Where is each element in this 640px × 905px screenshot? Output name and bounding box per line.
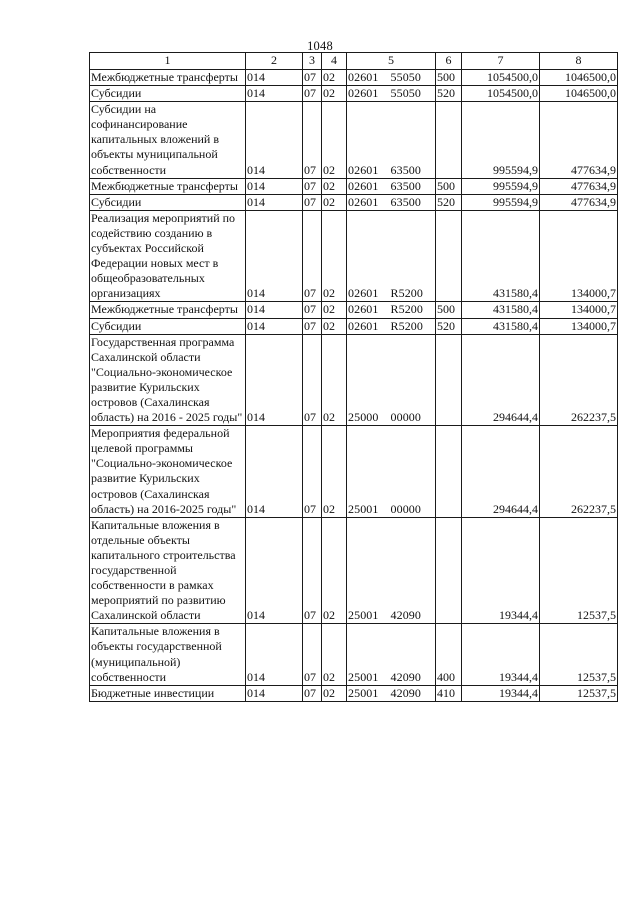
row-target-article xyxy=(347,86,436,102)
table-row xyxy=(90,685,618,701)
row-subsection-code: 02 xyxy=(322,178,347,194)
row-amount-col8: 12537,5 xyxy=(540,685,618,701)
row-ministry-code: 014 xyxy=(246,302,303,318)
row-expense-type: 400 xyxy=(436,624,462,685)
row-ministry-code: 014 xyxy=(246,210,303,302)
row-section-code: 07 xyxy=(303,426,322,518)
row-target-article xyxy=(347,624,436,685)
row-section-code: 07 xyxy=(303,318,322,334)
row-target-article-program: 02601 xyxy=(348,162,379,177)
column-header-1: 1 xyxy=(90,53,246,70)
row-amount-col7: 19344,4 xyxy=(462,517,540,624)
row-target-article-program: 02601 xyxy=(348,302,379,317)
column-header-4: 4 xyxy=(322,53,347,70)
row-section-code: 07 xyxy=(303,178,322,194)
row-subsection-code: 02 xyxy=(322,102,347,178)
row-expense-type xyxy=(436,102,462,178)
row-amount-col7: 431580,4 xyxy=(462,210,540,302)
row-target-article-program: 25001 xyxy=(348,501,379,516)
table-row xyxy=(90,624,618,685)
row-ministry-code: 014 xyxy=(246,334,303,426)
row-subsection-code: 02 xyxy=(322,334,347,426)
table-row xyxy=(90,517,618,624)
column-header-3: 3 xyxy=(303,53,322,70)
row-subsection-code: 02 xyxy=(322,685,347,701)
page-number: 1048 xyxy=(307,39,333,53)
table-row xyxy=(90,210,618,302)
row-section-code: 07 xyxy=(303,102,322,178)
row-amount-col8: 12537,5 xyxy=(540,624,618,685)
row-target-article-program: 02601 xyxy=(348,194,379,209)
row-target-article-direction: 00000 xyxy=(390,410,421,425)
row-target-article-direction: 42090 xyxy=(390,608,421,623)
row-name: Субсидии xyxy=(90,318,246,334)
row-amount-col7: 1054500,0 xyxy=(462,86,540,102)
row-subsection-code: 02 xyxy=(322,194,347,210)
row-target-article-direction: 42090 xyxy=(390,685,421,700)
row-expense-type: 520 xyxy=(436,194,462,210)
row-name: Межбюджетные трансферты xyxy=(90,302,246,318)
row-target-article xyxy=(347,426,436,518)
row-amount-col8: 262237,5 xyxy=(540,426,618,518)
row-target-article-program: 02601 xyxy=(348,70,379,84)
row-target-article xyxy=(347,685,436,701)
row-name: Межбюджетные трансферты xyxy=(90,178,246,194)
row-target-article-program: 02601 xyxy=(348,318,379,333)
row-section-code: 07 xyxy=(303,210,322,302)
table-row xyxy=(90,178,618,194)
row-expense-type: 520 xyxy=(436,318,462,334)
row-target-article-direction: 00000 xyxy=(390,501,421,516)
row-target-article xyxy=(347,318,436,334)
row-amount-col7: 294644,4 xyxy=(462,334,540,426)
row-target-article-direction: R5200 xyxy=(390,318,424,333)
row-subsection-code: 02 xyxy=(322,318,347,334)
row-amount-col7: 995594,9 xyxy=(462,194,540,210)
row-amount-col7: 995594,9 xyxy=(462,102,540,178)
row-target-article-direction: 63500 xyxy=(390,194,421,209)
row-section-code: 07 xyxy=(303,70,322,86)
row-amount-col7: 431580,4 xyxy=(462,302,540,318)
row-name: Государственная программа Сахалинской области "Социально-экономическое развитие Курильских островов (Сахалинская область) на 2016 - 2025 годы" xyxy=(90,334,246,426)
row-ministry-code: 014 xyxy=(246,102,303,178)
row-target-article-program: 02601 xyxy=(348,86,379,101)
row-subsection-code: 02 xyxy=(322,624,347,685)
row-amount-col8: 12537,5 xyxy=(540,517,618,624)
row-ministry-code: 014 xyxy=(246,194,303,210)
row-target-article-program: 02601 xyxy=(348,178,379,193)
row-section-code: 07 xyxy=(303,685,322,701)
table-row xyxy=(90,70,618,86)
row-expense-type: 500 xyxy=(436,302,462,318)
row-ministry-code: 014 xyxy=(246,517,303,624)
row-target-article-direction: 63500 xyxy=(390,162,421,177)
budget-table xyxy=(89,52,618,702)
row-amount-col7: 1054500,0 xyxy=(462,70,540,86)
row-amount-col7: 995594,9 xyxy=(462,178,540,194)
row-name: Капитальные вложения в отдельные объекты капитального строительства государственной собственности в рамках мероприятий по развитию Сахалинской области xyxy=(90,517,246,624)
row-amount-col7: 19344,4 xyxy=(462,624,540,685)
row-target-article xyxy=(347,302,436,318)
row-amount-col8: 1046500,0 xyxy=(540,70,618,86)
row-name: Субсидии на софинансирование капитальных вложений в объекты муниципальной собственности xyxy=(90,102,246,178)
row-name: Реализация мероприятий по содействию созданию в субъектах Российской Федерации новых мест в общеобразовательных организациях xyxy=(90,210,246,302)
table-row xyxy=(90,318,618,334)
row-amount-col8: 1046500,0 xyxy=(540,86,618,102)
row-target-article-direction: R5200 xyxy=(390,302,424,317)
table-row xyxy=(90,194,618,210)
row-target-article-direction: 63500 xyxy=(390,178,421,193)
row-section-code: 07 xyxy=(303,517,322,624)
row-amount-col8: 477634,9 xyxy=(540,194,618,210)
row-expense-type: 520 xyxy=(436,86,462,102)
column-header-2: 2 xyxy=(246,53,303,70)
row-target-article-direction: 42090 xyxy=(390,669,421,684)
row-subsection-code: 02 xyxy=(322,517,347,624)
row-name: Субсидии xyxy=(90,194,246,210)
row-target-article-direction: R5200 xyxy=(390,286,424,301)
row-ministry-code: 014 xyxy=(246,318,303,334)
row-ministry-code: 014 xyxy=(246,178,303,194)
row-expense-type: 410 xyxy=(436,685,462,701)
column-header-7: 7 xyxy=(462,53,540,70)
column-header-6: 6 xyxy=(436,53,462,70)
row-ministry-code: 014 xyxy=(246,426,303,518)
row-amount-col8: 477634,9 xyxy=(540,178,618,194)
row-target-article-program: 25001 xyxy=(348,608,379,623)
row-amount-col7: 294644,4 xyxy=(462,426,540,518)
row-ministry-code: 014 xyxy=(246,685,303,701)
row-name: Капитальные вложения в объекты государственной (муниципальной) собственности xyxy=(90,624,246,685)
row-section-code: 07 xyxy=(303,194,322,210)
row-expense-type: 500 xyxy=(436,70,462,86)
row-target-article xyxy=(347,210,436,302)
row-section-code: 07 xyxy=(303,302,322,318)
row-amount-col8: 134000,7 xyxy=(540,318,618,334)
row-target-article-direction: 55050 xyxy=(390,70,421,84)
row-subsection-code: 02 xyxy=(322,86,347,102)
row-target-article-program: 25001 xyxy=(348,685,379,700)
row-amount-col8: 134000,7 xyxy=(540,302,618,318)
row-amount-col7: 19344,4 xyxy=(462,685,540,701)
row-expense-type xyxy=(436,334,462,426)
row-name: Мероприятия федеральной целевой программы "Социально-экономическое развитие Курильских островов (Сахалинская область) на 2016-2025 годы" xyxy=(90,426,246,518)
row-section-code: 07 xyxy=(303,624,322,685)
row-name: Межбюджетные трансферты xyxy=(90,70,246,86)
table-row xyxy=(90,86,618,102)
row-subsection-code: 02 xyxy=(322,70,347,86)
row-expense-type xyxy=(436,426,462,518)
row-ministry-code: 014 xyxy=(246,70,303,86)
row-target-article-program: 25001 xyxy=(348,669,379,684)
row-expense-type: 500 xyxy=(436,178,462,194)
row-section-code: 07 xyxy=(303,334,322,426)
row-target-article xyxy=(347,102,436,178)
row-subsection-code: 02 xyxy=(322,210,347,302)
row-target-article xyxy=(347,178,436,194)
row-subsection-code: 02 xyxy=(322,426,347,518)
row-section-code: 07 xyxy=(303,86,322,102)
row-ministry-code: 014 xyxy=(246,624,303,685)
table-row xyxy=(90,302,618,318)
table-row xyxy=(90,426,618,518)
row-target-article-direction: 55050 xyxy=(390,86,421,101)
row-expense-type xyxy=(436,210,462,302)
row-expense-type xyxy=(436,517,462,624)
row-target-article xyxy=(347,334,436,426)
table-body xyxy=(90,70,618,702)
row-amount-col8: 262237,5 xyxy=(540,334,618,426)
table-row xyxy=(90,102,618,178)
table-header xyxy=(90,53,618,70)
row-target-article-program: 02601 xyxy=(348,286,379,301)
row-amount-col7: 431580,4 xyxy=(462,318,540,334)
row-target-article xyxy=(347,194,436,210)
row-name: Бюджетные инвестиции xyxy=(90,685,246,701)
row-name: Субсидии xyxy=(90,86,246,102)
row-target-article-program: 25000 xyxy=(348,410,379,425)
row-amount-col8: 477634,9 xyxy=(540,102,618,178)
row-subsection-code: 02 xyxy=(322,302,347,318)
row-ministry-code: 014 xyxy=(246,86,303,102)
row-amount-col8: 134000,7 xyxy=(540,210,618,302)
column-header-5: 5 xyxy=(347,53,436,70)
row-target-article xyxy=(347,70,436,86)
row-target-article xyxy=(347,517,436,624)
column-header-8: 8 xyxy=(540,53,618,70)
table-row xyxy=(90,334,618,426)
